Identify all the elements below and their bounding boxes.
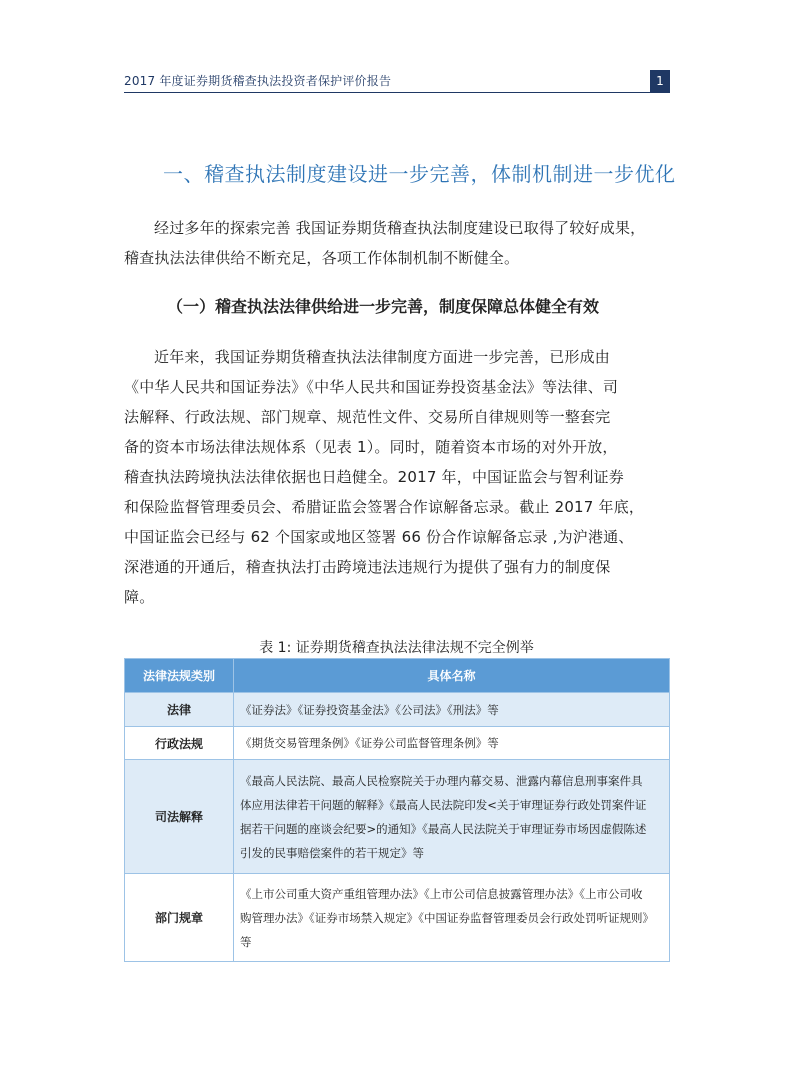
- row-content-line: 购管理办法》《证券市场禁入规定》《中国证券监督管理委员会行政处罚听证规则》: [240, 910, 654, 925]
- laws-table: [124, 658, 670, 962]
- paragraph-line: 《中华人民共和国证券法》《中华人民共和国证券投资基金法》等法律、司: [124, 378, 619, 396]
- row-category: 法律: [125, 693, 234, 727]
- row-category: 部门规章: [125, 874, 234, 962]
- paragraph-intro: [124, 213, 670, 273]
- paragraph-line: 和保险监督管理委员会、希腊证监会签署合作谅解备忘录。截止 2017 年底，: [124, 498, 645, 516]
- row-content-line: 《期货交易管理条例》《证券公司监督管理条例》等: [240, 736, 499, 750]
- paragraph-line: 中国证监会已经与 62 个国家或地区签署 66 份合作谅解备忘录 ,为沪港通、: [124, 528, 634, 546]
- row-category: 司法解释: [125, 760, 234, 874]
- row-content: [234, 760, 670, 874]
- table-row: [125, 760, 670, 874]
- page-header: [124, 70, 670, 93]
- row-content: [234, 874, 670, 962]
- row-content-line: 据若干问题的座谈会纪要>的通知》《最高人民法院关于审理证券市场因虚假陈述: [240, 821, 647, 836]
- table-row: [125, 693, 670, 727]
- row-content-line: 《上市公司重大资产重组管理办法》《上市公司信息披露管理办法》《上市公司收: [240, 886, 643, 901]
- paragraph-line: 法解释、行政法规、部门规章、规范性文件、交易所自律规则等一整套完: [124, 408, 611, 426]
- table-header-row: [125, 659, 670, 693]
- paragraph-body: [124, 342, 670, 612]
- row-category: 行政法规: [125, 727, 234, 760]
- row-content-line: 等: [240, 934, 252, 949]
- table-caption: 表 1: 证券期货稽查执法法律法规不完全例举: [259, 640, 534, 656]
- paragraph-line: 深港通的开通后，稽查执法打击跨境违法违规行为提供了强有力的制度保: [124, 558, 611, 576]
- paragraph-line: 备的资本市场法律法规体系（见表 1）。同时，随着资本市场的对外开放，: [124, 438, 618, 456]
- header-names: 具体名称: [234, 659, 670, 693]
- paragraph-line: 障。: [124, 588, 155, 606]
- section-title: 一、稽查执法制度建设进一步完善，体制机制进一步优化: [163, 162, 676, 186]
- table-row: [125, 727, 670, 760]
- row-content: [234, 693, 670, 727]
- paragraph-line: 稽查执法跨境执法法律依据也日趋健全。2017 年，中国证监会与智利证券: [124, 468, 624, 486]
- paragraph-line: 经过多年的探索完善 我国证券期货稽查执法制度建设已取得了较好成果，: [154, 219, 646, 237]
- header-category: 法律法规类别: [125, 659, 234, 693]
- row-content-line: 体应用法律若干问题的解释》《最高人民法院印发<关于审理证券行政处罚案件证: [240, 797, 647, 812]
- row-content-line: 《最高人民法院、最高人民检察院关于办理内幕交易、泄露内幕信息刑事案件具: [240, 773, 643, 788]
- row-content-line: 《证券法》《证券投资基金法》《公司法》《刑法》等: [240, 702, 499, 717]
- page-number: 1: [650, 70, 670, 92]
- paragraph-line: 近年来，我国证券期货稽查执法法律制度方面进一步完善，已形成由: [154, 348, 611, 366]
- table-row: [125, 874, 670, 962]
- paragraph-line: 稽查执法法律供给不断充足，各项工作体制机制不断健全。: [124, 249, 520, 267]
- row-content-line: 引发的民事赔偿案件的若干规定》等: [240, 845, 424, 860]
- header-title: 2017 年度证券期货稽查执法投资者保护评价报告: [124, 74, 392, 88]
- row-content: [234, 727, 670, 760]
- subsection-title: （一）稽查执法法律供给进一步完善，制度保障总体健全有效: [167, 297, 600, 316]
